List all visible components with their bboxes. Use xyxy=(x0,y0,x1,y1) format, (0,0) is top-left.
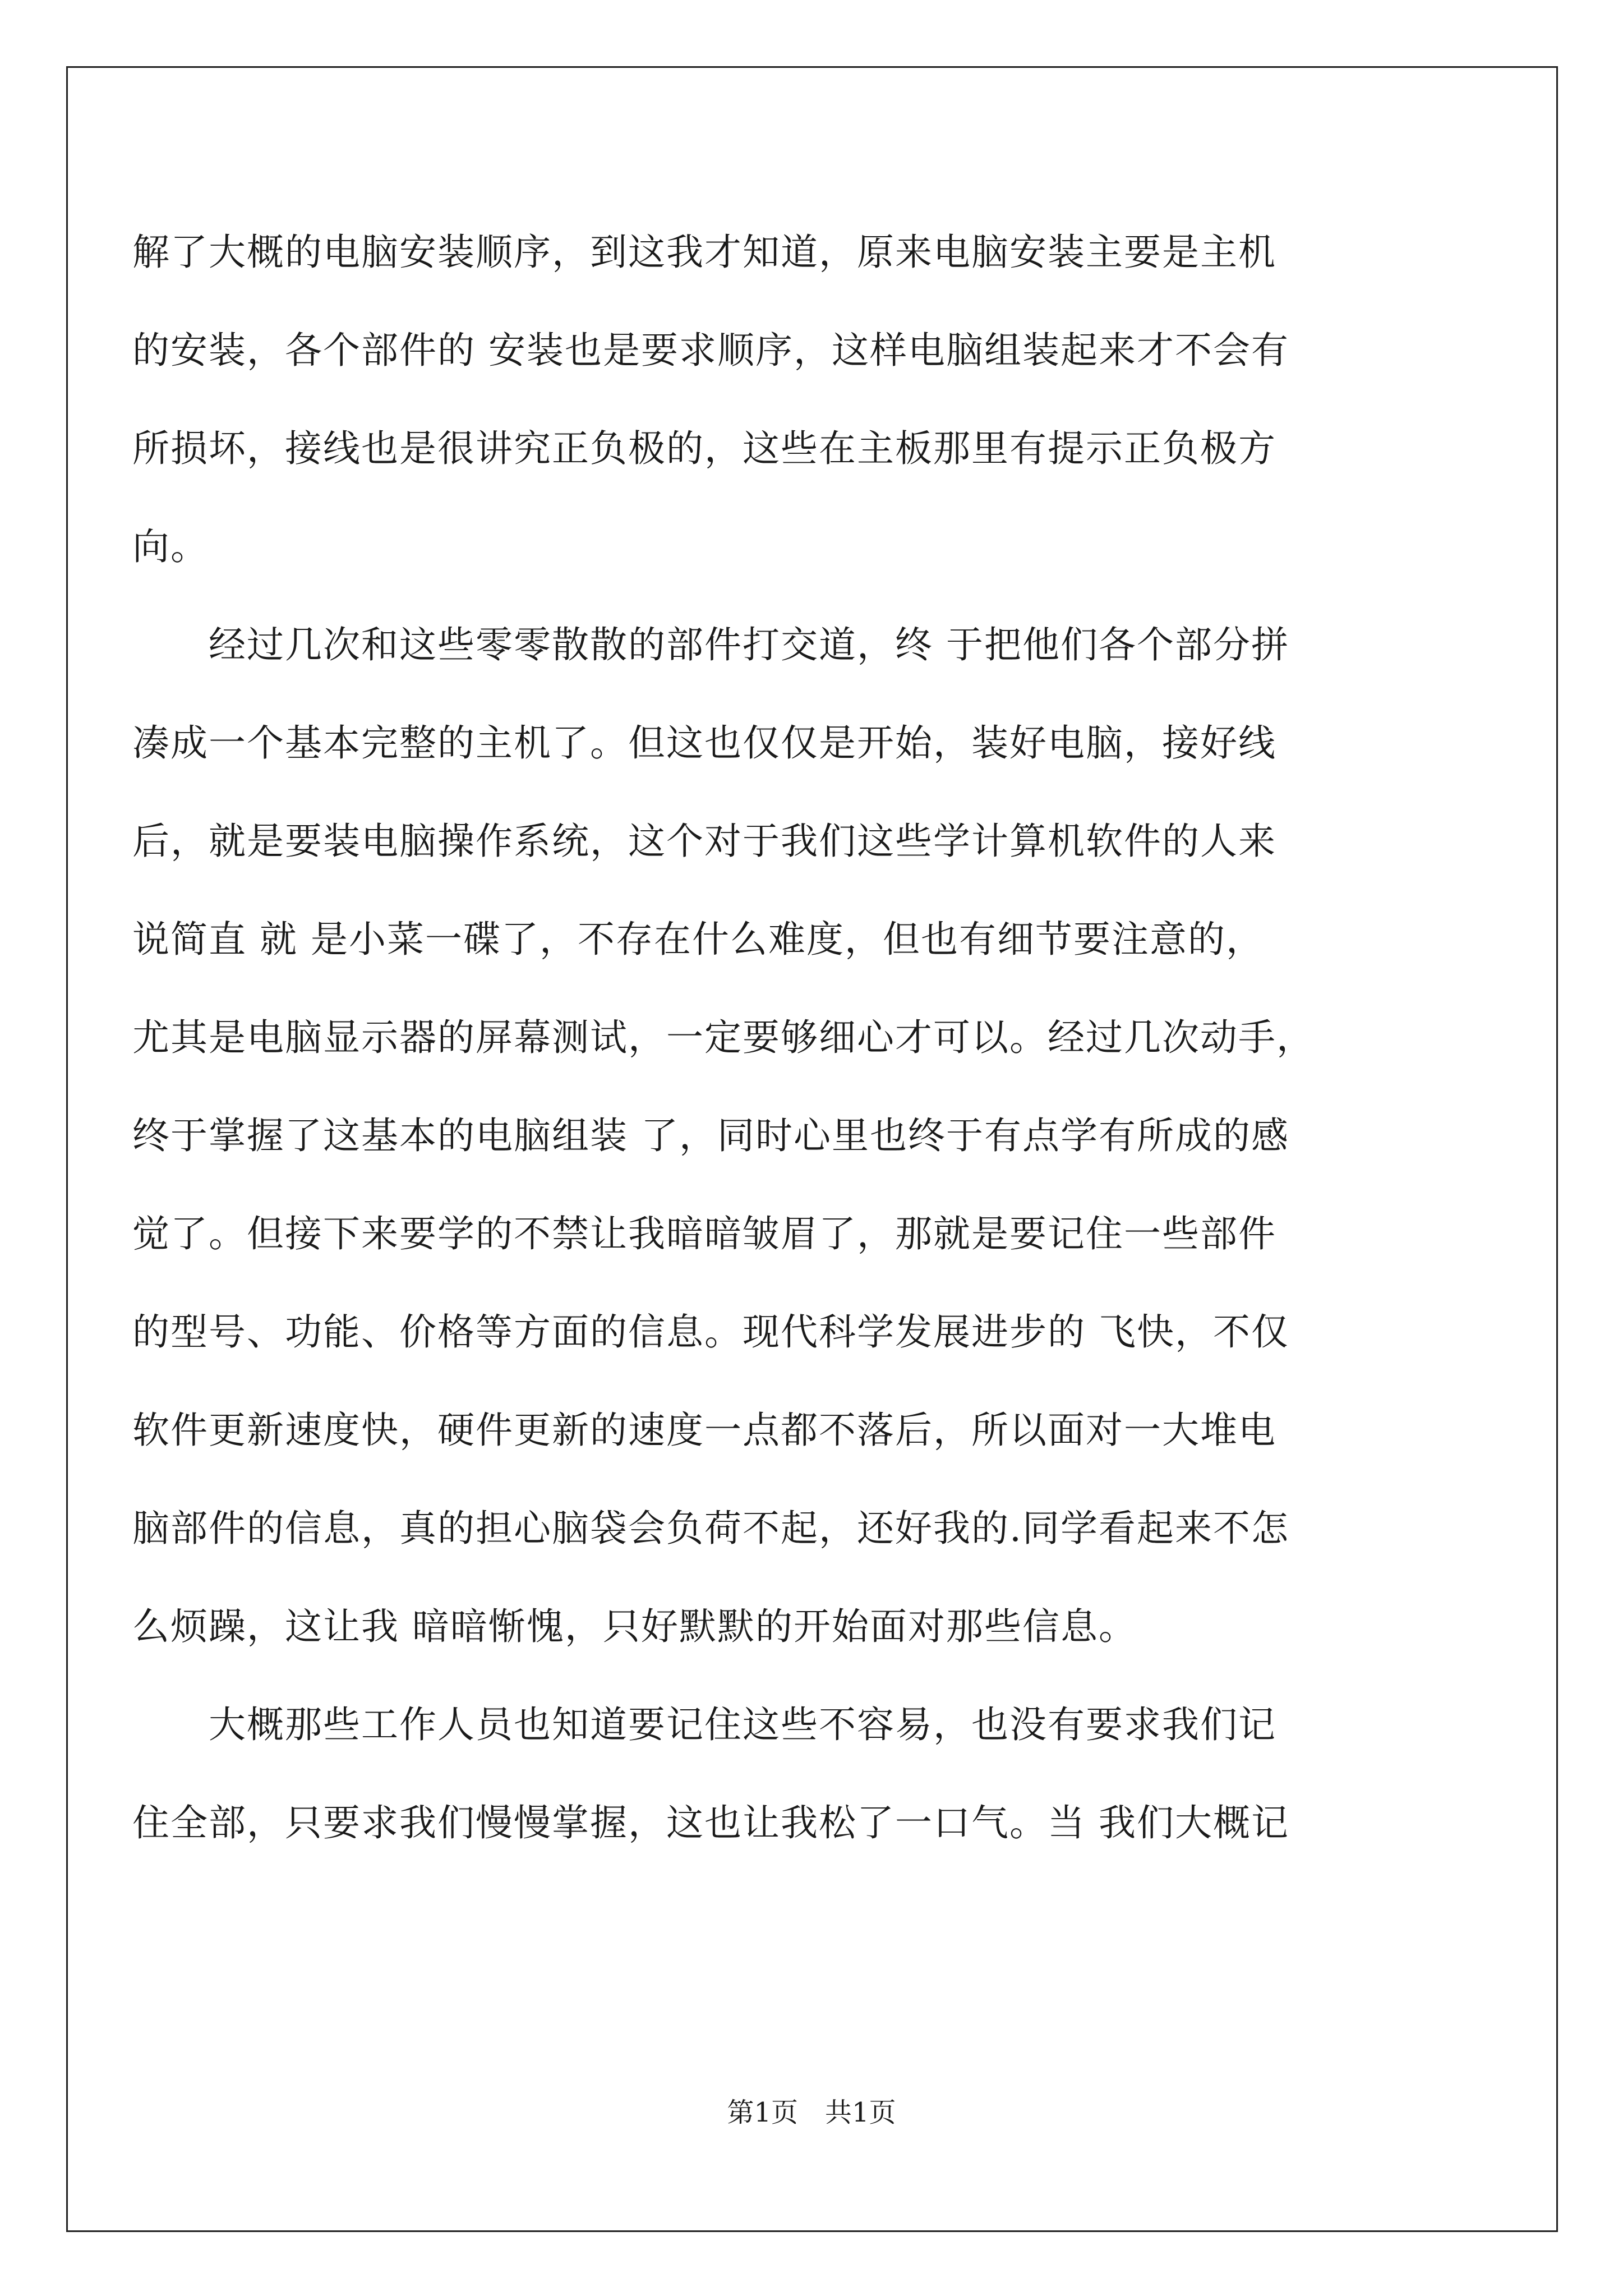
text-line: 解了大概的电脑安装顺序，到这我才知道，原来电脑安装主要是主机 xyxy=(132,231,1276,274)
text-line: 后，就是要装电脑操作系统，这个对于我们这些学计算机软件的人来 xyxy=(132,820,1276,863)
text-line: 终于掌握了这基本的电脑组装 了，同时心里也终于有点学有所成的感 xyxy=(132,1114,1289,1157)
text-line: 的安装，各个部件的 安装也是要求顺序，这样电脑组装起来才不会有 xyxy=(132,329,1289,372)
text-line: 软件更新速度快，硬件更新的速度一点都不落后，所以面对一大堆电 xyxy=(132,1409,1276,1452)
text-line: 凑成一个基本完整的主机了。但这也仅仅是开始，装好电脑，接好线 xyxy=(132,721,1276,765)
text-line: 向。 xyxy=(132,525,209,568)
text-line: 所损坏，接线也是很讲究正负极的，这些在主板那里有提示正负极方 xyxy=(132,427,1276,470)
text-line: 经过几次和这些零零散散的部件打交道，终 于把他们各个部分拼 xyxy=(132,623,1289,666)
text-line: 的型号、功能、价格等方面的信息。现代科学发展进步的 飞快，不仅 xyxy=(132,1310,1289,1354)
text-line: 说简直 就 是小菜一碟了，不存在什么难度，但也有细节要注意的， xyxy=(132,918,1264,961)
text-line: 大概那些工作人员也知道要记住这些不容易，也没有要求我们记 xyxy=(132,1703,1276,1746)
text-line: 么烦躁，这让我 暗暗惭愧，只好默默的开始面对那些信息。 xyxy=(132,1605,1137,1648)
text-line: 脑部件的信息，真的担心脑袋会负荷不起，还好我的.同学看起来不怎 xyxy=(132,1507,1289,1550)
text-line: 住全部，只要求我们慢慢掌握，这也让我松了一口气。当 我们大概记 xyxy=(132,1801,1289,1844)
text-line: 尤其是电脑显示器的屏幕测试，一定要够细心才可以。经过几次动手， xyxy=(132,1016,1315,1059)
page-footer: 第1页 共1页 xyxy=(727,2097,896,2128)
text-line: 觉了。但接下来要学的不禁让我暗暗皱眉了，那就是要记住一些部件 xyxy=(132,1212,1276,1255)
